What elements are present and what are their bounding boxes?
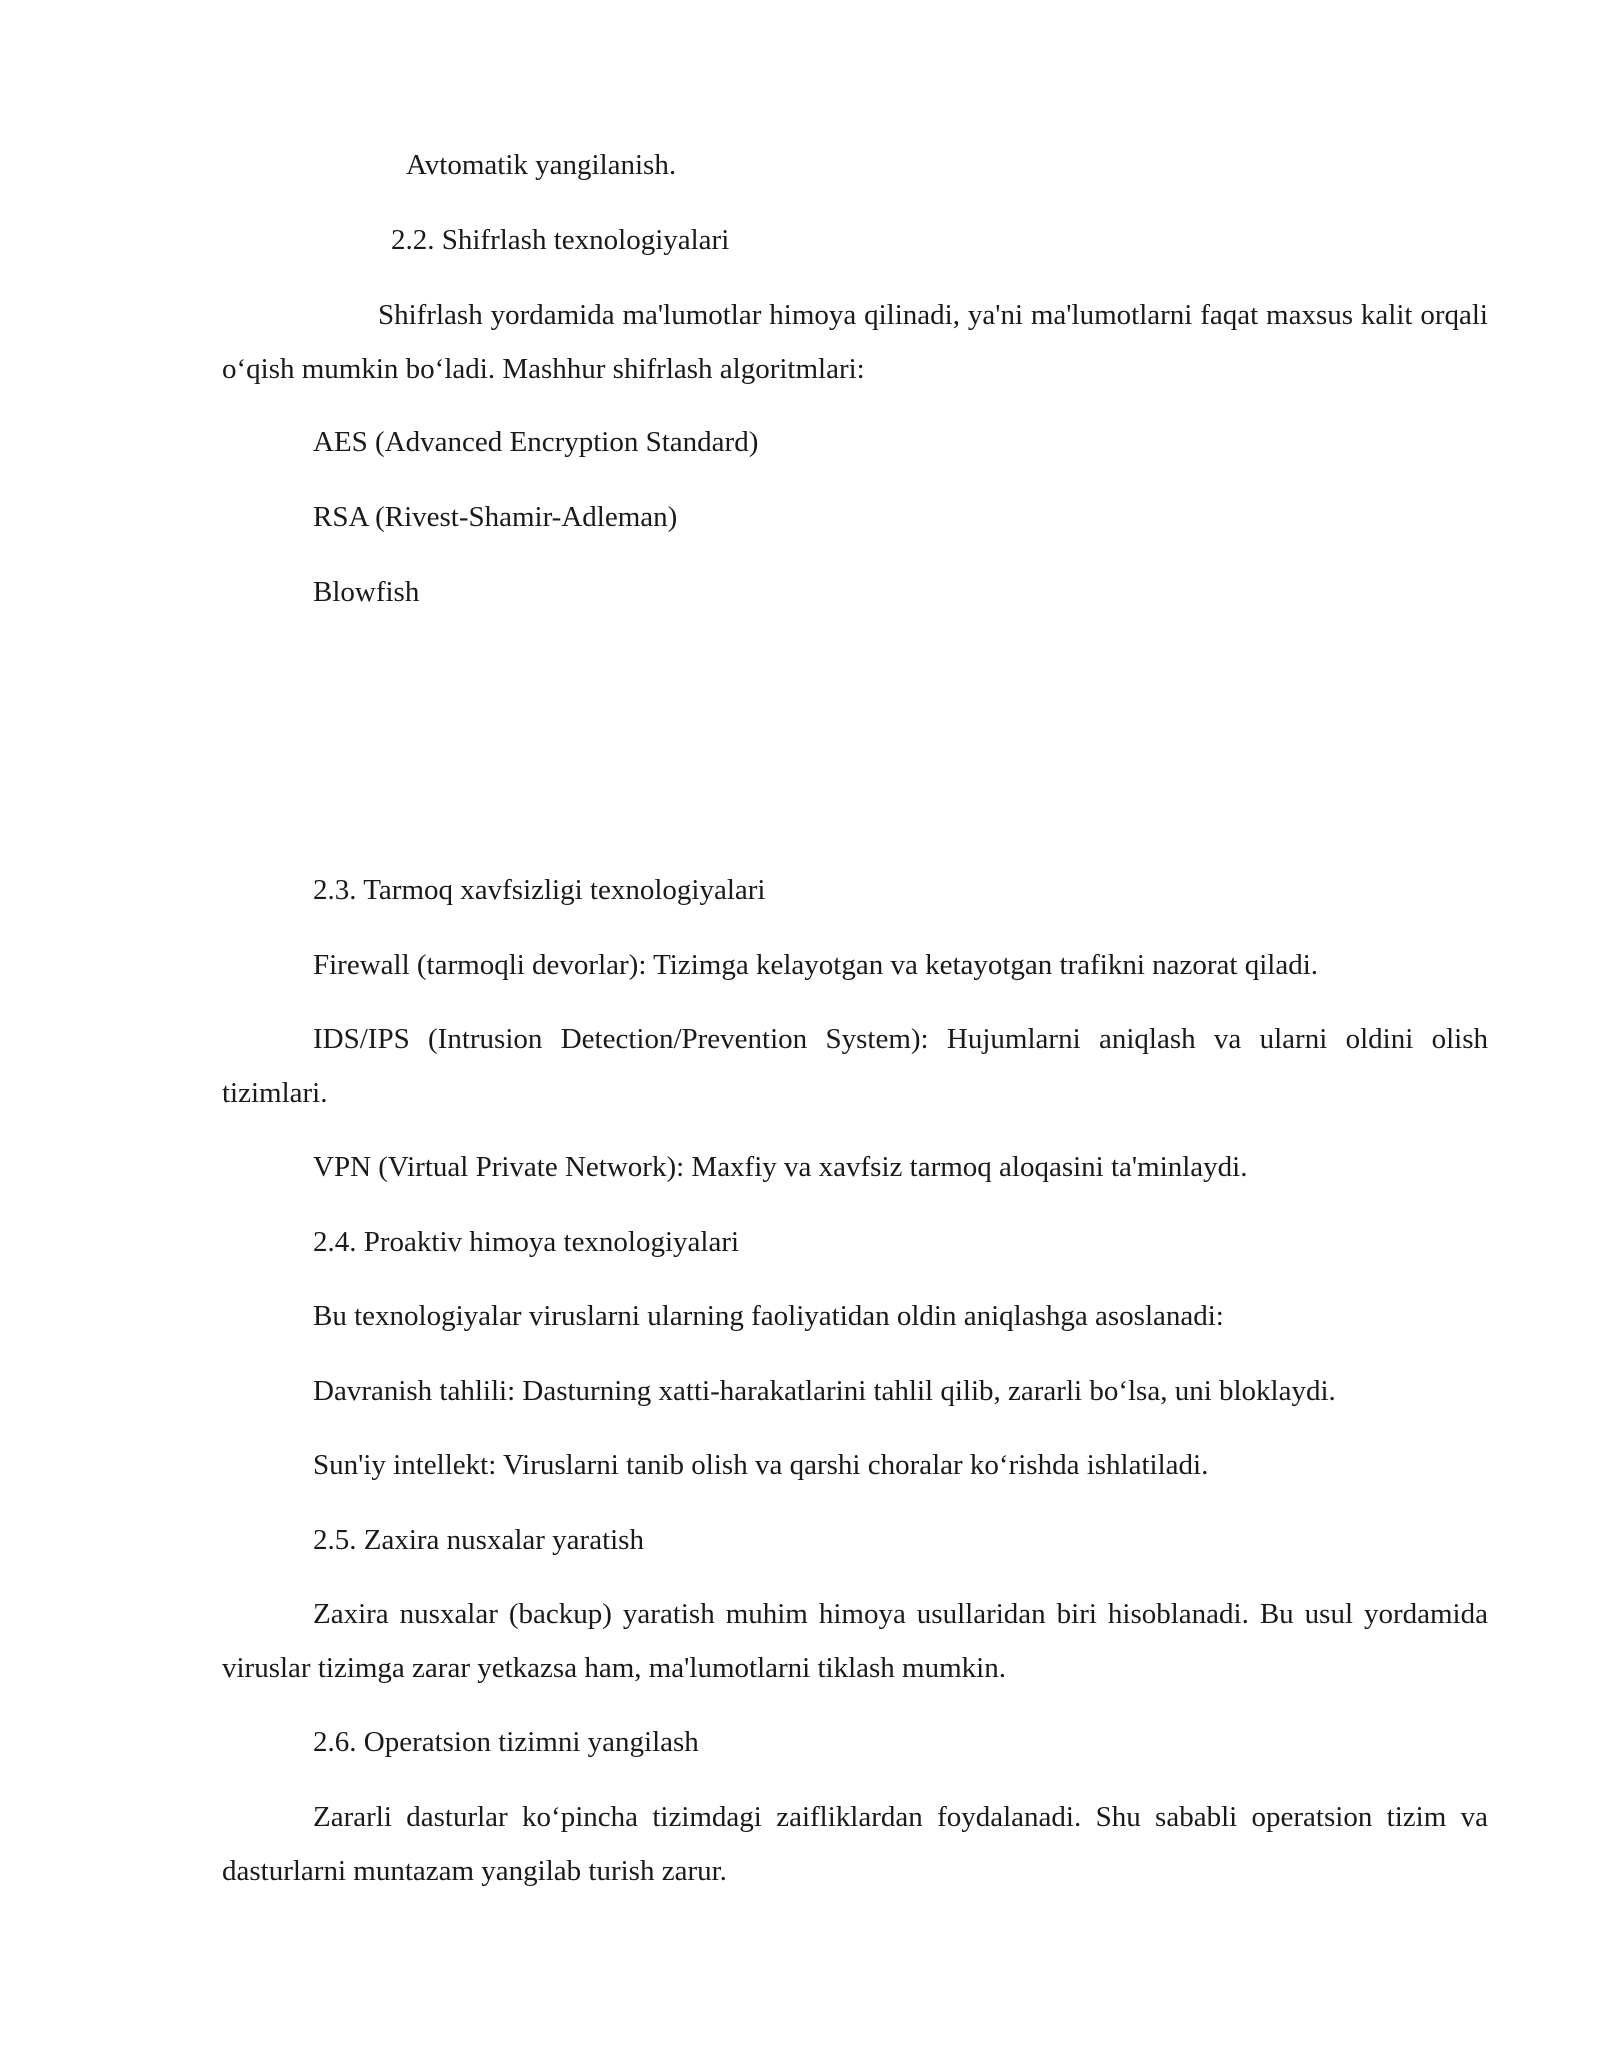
section-heading-2-4: 2.4. Proaktiv himoya texnologiyalari: [313, 1226, 740, 1258]
network-item-ids-ips: IDS/IPS (Intrusion Detection/Prevention System): Hujumlarni aniqlash va ularni oldini olish tizimlari.: [222, 1023, 1488, 1109]
section-heading-2-5: 2.5. Zaxira nusxalar yaratish: [313, 1524, 644, 1556]
section-2-2-intro: Shifrlash yordamida ma'lumotlar himoya qilinadi, ya'ni ma'lumotlarni faqat maxsus kalit orqali o‘qish mumkin bo‘ladi. Mashhur shifrlash algoritmlari:: [222, 299, 1488, 385]
network-item-firewall: Firewall (tarmoqli devorlar): Tizimga kelayotgan va ketayotgan trafikni nazorat qiladi.: [313, 949, 1319, 981]
section-heading-2-2: 2.2. Shifrlash texnologiyalari: [391, 224, 730, 256]
proactive-item-behavior: Davranish tahlili: Dasturning xatti-harakatlarini tahlil qilib, zararli bo‘lsa, uni bloklaydi.: [313, 1375, 1336, 1407]
proactive-item-ai: Sun'iy intellekt: Viruslarni tanib olish va qarshi choralar ko‘rishda ishlatiladi.: [313, 1449, 1209, 1481]
network-item-vpn: VPN (Virtual Private Network): Maxfiy va xavfsiz tarmoq aloqasini ta'minlaydi.: [313, 1151, 1248, 1183]
section-heading-2-3: 2.3. Tarmoq xavfsizligi texnologiyalari: [313, 874, 766, 906]
section-2-5-body: Zaxira nusxalar (backup) yaratish muhim himoya usullaridan biri hisoblanadi. Bu usul yordamida viruslar tizimga zarar yetkazsa ham, ma'lumotlarni tiklash mumkin.: [222, 1598, 1488, 1684]
algorithm-item-rsa: RSA (Rivest-Shamir-Adleman): [313, 501, 678, 533]
list-item-auto-update: Avtomatik yangilanish.: [406, 149, 677, 181]
section-2-4-intro: Bu texnologiyalar viruslarni ularning faoliyatidan oldin aniqlashga asoslanadi:: [313, 1300, 1224, 1332]
algorithm-item-blowfish: Blowfish: [313, 576, 420, 608]
algorithm-item-aes: AES (Advanced Encryption Standard): [313, 426, 759, 458]
section-heading-2-6: 2.6. Operatsion tizimni yangilash: [313, 1726, 699, 1758]
section-2-6-body: Zararli dasturlar ko‘pincha tizimdagi zaifliklardan foydalanadi. Shu sababli operatsion tizim va dasturlarni muntazam yangilab turish zarur.: [222, 1801, 1488, 1887]
